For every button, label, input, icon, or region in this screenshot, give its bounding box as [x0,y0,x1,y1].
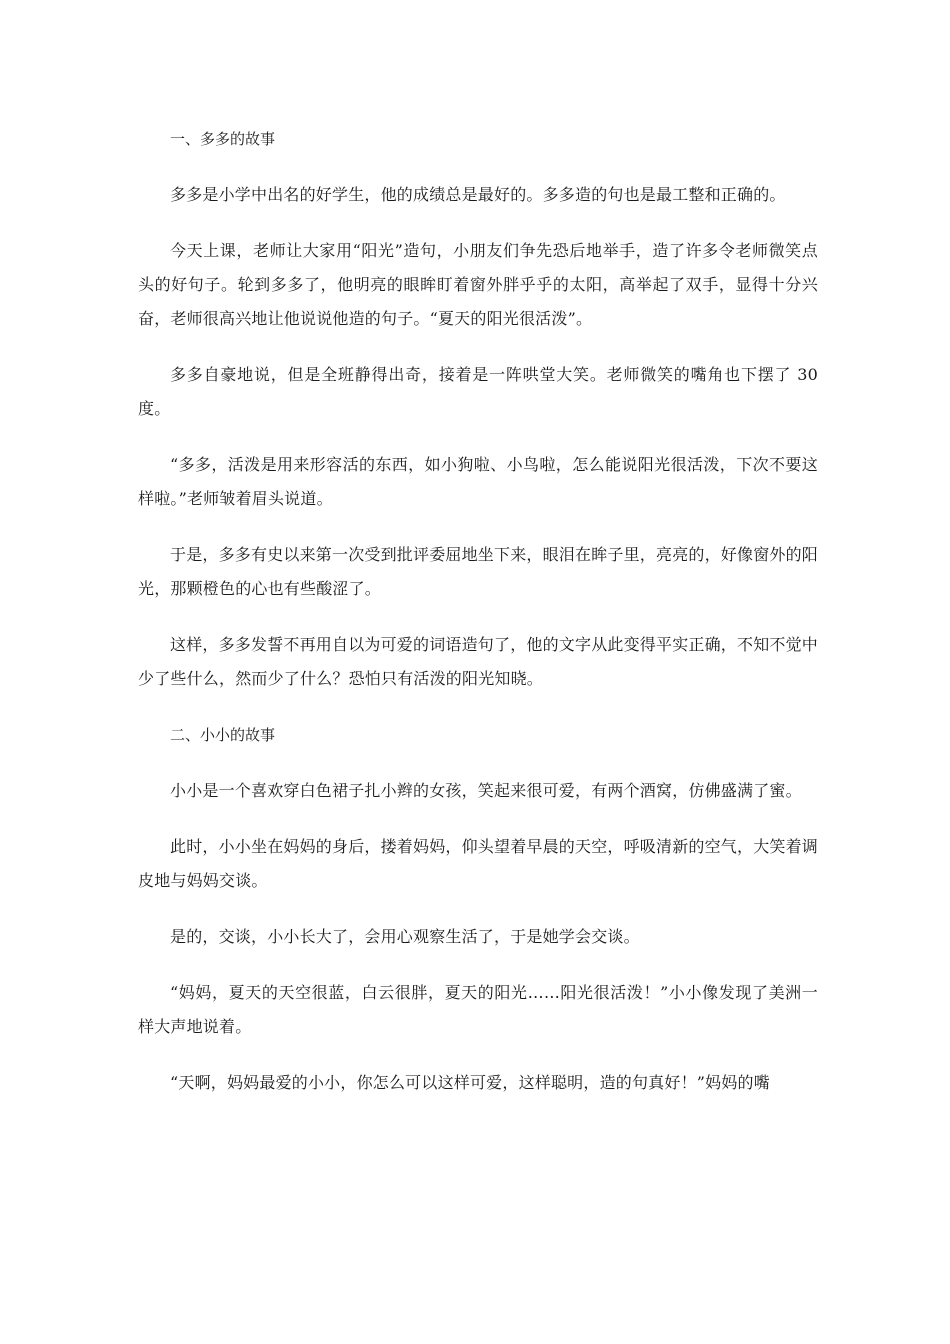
paragraph: 多多是小学中出名的好学生，他的成绩总是最好的。多多造的句也是最工整和正确的。 [170,185,786,204]
paragraph: “天啊，妈妈最爱的小小，你怎么可以这样可爱，这样聪明，造的句真好！”妈妈的嘴 [170,1073,770,1092]
paragraph: 多多自豪地说，但是全班静得出奇，接着是一阵哄堂大笑。老师微笑的嘴角也下摆了 30 度。 [138,365,818,418]
paragraph: 这样，多多发誓不再用自以为可爱的词语造句了，他的文字从此变得平实正确，不知不觉中少了些什么，然而少了什么？恐怕只有活泼的阳光知晓。 [138,635,819,688]
paragraph: 此时，小小坐在妈妈的身后，搂着妈妈，仰头望着早晨的天空，呼吸清新的空气，大笑着调皮地与妈妈交谈。 [138,837,819,890]
paragraph: 今天上课，老师让大家用“阳光”造句，小朋友们争先恐后地举手，造了许多令老师微笑点头的好句子。轮到多多了，他明亮的眼眸盯着窗外胖乎乎的太阳，高举起了双手，显得十分兴奋，老师很高兴地让他说说他造的句子。“夏天的阳光很活泼”。 [138,241,818,328]
paragraph: 于是，多多有史以来第一次受到批评委屈地坐下来，眼泪在眸子里，亮亮的，好像窗外的阳光，那颗橙色的心也有些酸涩了。 [138,545,819,598]
paragraph: “多多，活泼是用来形容活的东西，如小狗啦、小鸟啦，怎么能说阳光很活泼，下次不要这样啦。”老师皱着眉头说道。 [138,455,818,508]
section-heading-xiaoxiao: 二、小小的故事 [170,726,276,744]
paragraph: 小小是一个喜欢穿白色裙子扎小辫的女孩，笑起来很可爱，有两个酒窝，仿佛盛满了蜜。 [170,781,802,800]
document-page [138,122,818,1122]
paragraph: “妈妈，夏天的天空很蓝，白云很胖，夏天的阳光……阳光很活泼！”小小像发现了美洲一样大声地说着。 [138,983,818,1036]
section-heading-duoduo: 一、多多的故事 [170,130,276,148]
paragraph: 是的，交谈，小小长大了，会用心观察生活了，于是她学会交谈。 [170,927,640,946]
